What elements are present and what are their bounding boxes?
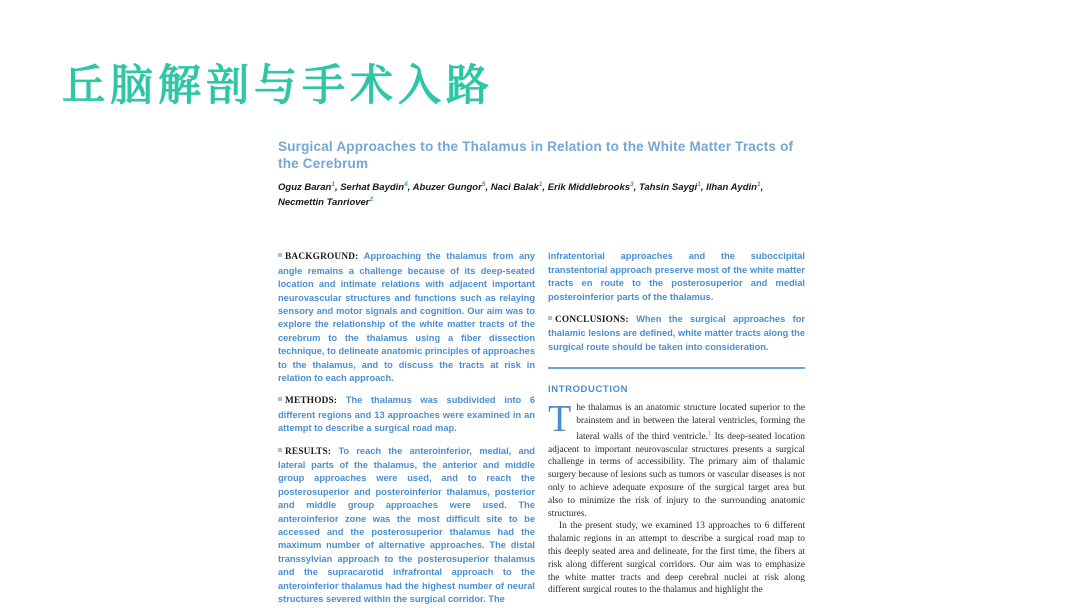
introduction-paragraph-2: In the present study, we examined 13 approaches to 6 different thalamic regions in an attempt to describe a surgical road map to this deeply seated area and delineate, for the first time, the fibers at risk along different surgical corridors. Our aim was to emphasize the white matter tracts and deep cerebral nuclei at risk along different surgical routes to the thalamus and highlight the — [548, 521, 805, 596]
abstract-results-continued: infratentorial approaches and the suboccipital transtentorial approach preserve most of the white matter tracts en route to the posterosuperior and medial posteroinferior parts of the thalamus. — [548, 251, 805, 302]
author: Necmettin Tanriover$^2$ — [278, 196, 374, 209]
abstract-section — [278, 250, 806, 608]
methods-label: METHODS: — [285, 396, 338, 407]
author: Tahsin Saygi$^1$, — [638, 181, 707, 194]
paper-abstract-page — [278, 138, 806, 608]
author: Serhat Baydin$^4$, — [340, 181, 413, 194]
author: Oguz Baran$^1$, — [278, 181, 341, 194]
drop-cap: T — [548, 398, 572, 441]
section-divider — [548, 367, 805, 369]
section-bullet-icon — [278, 448, 282, 452]
reference-citation-1: 1 — [708, 429, 712, 437]
author-affiliation-sup: 2 — [369, 196, 374, 204]
abstract-conclusions — [548, 313, 805, 354]
abstract-results — [278, 445, 535, 607]
section-bullet-icon — [278, 253, 282, 257]
conclusions-label: CONCLUSIONS: — [555, 314, 629, 325]
section-bullet-icon — [278, 397, 282, 401]
author-affiliation-sup: 3 — [630, 181, 634, 188]
abstract-background — [278, 250, 535, 385]
paper-title: Surgical Approaches to the Thalamus in Relation to the White Matter Tracts of the Cerebrum — [278, 139, 794, 171]
author: Ilhan Aydin$^1$, — [706, 181, 764, 194]
author-affiliation-sup: 1 — [331, 181, 335, 188]
slide-title: 丘脑解剖与手术入路 — [62, 62, 494, 110]
author-list — [278, 179, 806, 209]
abstract-methods — [278, 394, 535, 435]
author-affiliation-sup: 5 — [481, 181, 486, 188]
author: Abuzer Gungor$^5$, — [412, 181, 491, 194]
results-label: RESULTS: — [285, 446, 332, 457]
conclusions-text: When the surgical approaches for thalamic lesions are defined, white matter tracts along the surgical route should be taken into consideration. — [548, 313, 806, 352]
intro-text-after-ref: Its deep-seated location adjacent to important neurovascular structures presents a surgical challenge in terms of accessibility. The primary aim of thalamic surgery because of lesions such as tumors or vascular diseases is not only to achieve adequate exposure of the surgical target area but also to minimize the risk of injury to the surrounding anatomic structures. — [548, 431, 805, 519]
background-text: Approaching the thalamus from any angle remains a challenge because of its deep-seated location and intimate relations with adjacent important neurovascular structures and functions such as relaying sensory and motor signals and cognition. Our aim was to explore the relationship of the white matter tracts of the cerebrum to the thalamus using a fiber dissection technique, to delineate anatomic principles of approaches to the thalamus, and to discuss the tracts at risk in relation to each approach. — [278, 251, 535, 383]
author: Naci Balak$^1$, — [490, 181, 548, 194]
introduction-heading: INTRODUCTION — [548, 384, 629, 396]
abstract-left-column — [278, 250, 535, 608]
abstract-right-column — [548, 250, 805, 608]
intro-text-before-ref: he thalamus is an anatomic structure located superior to the brainstem and in between the lateral ventricles, forming the lateral walls of the third ventricle. — [576, 403, 805, 442]
author-affiliation-sup: 1 — [697, 181, 701, 188]
author-affiliation-sup: 1 — [538, 181, 543, 188]
background-label: BACKGROUND: — [285, 252, 359, 263]
author-affiliation-sup: 4 — [404, 181, 408, 188]
introduction-paragraph-1 — [548, 398, 805, 520]
author-affiliation-sup: 1 — [756, 181, 761, 188]
section-bullet-icon — [548, 316, 552, 320]
results-text: To reach the anteroinferior, medial, and lateral parts of the thalamus, the anterior and middle group approaches were used, and to reach the posterosuperior and posteroinferior thalamus, posterior and middle group approaches were used. The anteroinferior zone was the most difficult site to be accessed and the posterosuperior thalamus had the maximum number of alternative approaches. The distal transsylvian approach to the posterosuperior thalamus and the supracarotid infrafrontal approach to the anteroinferior thalamus had the highest number of neural structures severed within the surgical corridor. The — [278, 445, 535, 605]
methods-text: The thalamus was subdivided into 6 different regions and 13 approaches were examined in an attempt to describe a surgical road map. — [278, 395, 535, 434]
author: Erik Middlebrooks$^3$, — [547, 181, 639, 194]
